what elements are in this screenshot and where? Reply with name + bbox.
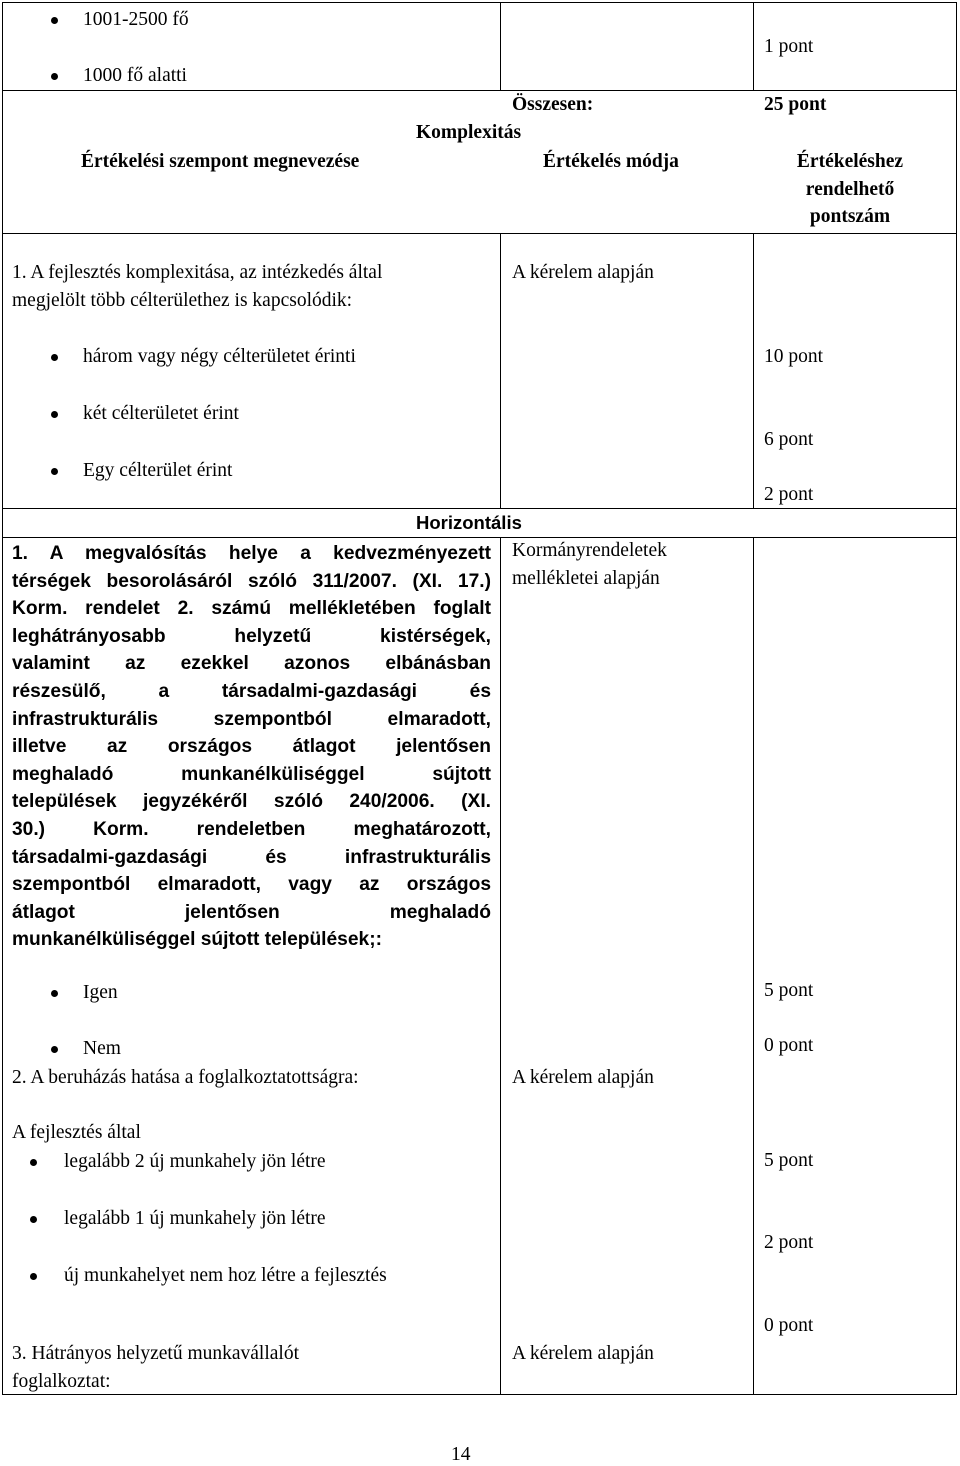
- criterion-heading: 2. A beruházás hatása a foglalkoztatottságra:: [12, 1067, 359, 1088]
- option-label: Igen: [83, 982, 118, 1003]
- total-label: Összesen:: [512, 94, 594, 115]
- criterion-paragraph: [12, 540, 491, 954]
- criterion-paragraph-line: társadalmi-gazdasági és infrastrukturális: [12, 846, 491, 868]
- criterion-method: A kérelem alapján: [512, 1343, 654, 1364]
- option-score: 2 pont: [764, 1232, 814, 1253]
- criterion-paragraph-line: átlagot jelentősen meghaladó: [12, 901, 491, 923]
- option-score: 5 pont: [764, 980, 814, 1001]
- row-divider: [2, 233, 957, 234]
- row-divider: [2, 508, 957, 509]
- criterion-paragraph-line: Korm. rendelet 2. számú mellékletében foglalt: [12, 598, 491, 620]
- table-border-top: [2, 2, 957, 3]
- column-divider-2: [753, 233, 754, 508]
- criterion-paragraph-line: térségek besorolásáról szóló 311/2007. (XI. 17.): [12, 570, 491, 592]
- bullet-icon: [30, 1216, 37, 1223]
- criterion-heading: 3. Hátrányos helyzetű munkavállalót: [12, 1343, 299, 1364]
- option-score: 5 pont: [764, 1150, 814, 1171]
- option-score: 10 pont: [764, 346, 824, 367]
- option-label: új munkahelyet nem hoz létre a fejlesztés: [64, 1265, 387, 1286]
- bullet-icon: [30, 1159, 37, 1166]
- criterion-heading: megjelölt több célterülethez is kapcsolódik:: [12, 290, 353, 311]
- option-score: 0 pont: [764, 1035, 814, 1056]
- criterion-paragraph-line: meghaladó munkanélküliséggel sújtott: [12, 763, 491, 785]
- criterion-paragraph-line: infrastrukturális szempontból elmaradott,: [12, 708, 491, 730]
- criterion-paragraph-line: munkanélküliséggel sújtott települések;:: [12, 929, 382, 951]
- criterion-paragraph-line: leghátrányosabb helyzetű kistérségek,: [12, 625, 491, 647]
- table-border-right: [956, 2, 957, 1395]
- row-divider: [2, 1394, 957, 1395]
- section-title-horizontal: Horizontális: [416, 512, 522, 533]
- option-score: 0 pont: [764, 1315, 814, 1336]
- size-option-score: 1 pont: [764, 36, 814, 57]
- bullet-icon: [51, 990, 58, 997]
- criterion-paragraph-line: 30.) Korm. rendeletben meghatározott,: [12, 818, 491, 840]
- size-option-label: 1001-2500 fő: [83, 9, 189, 30]
- criterion-method: A kérelem alapján: [512, 1067, 654, 1088]
- criterion-method: A kérelem alapján: [512, 262, 654, 283]
- option-label: legalább 2 új munkahely jön létre: [64, 1151, 326, 1172]
- table-border-left: [2, 2, 3, 1395]
- row-divider: [2, 537, 957, 538]
- criterion-method: mellékletei alapján: [512, 568, 660, 589]
- option-label: Egy célterület érint: [83, 460, 233, 481]
- column-divider-2: [753, 537, 754, 1395]
- criterion-heading: 1. A fejlesztés komplexitása, az intézkedés által: [12, 262, 383, 283]
- bullet-icon: [51, 468, 58, 475]
- option-label: legalább 1 új munkahely jön létre: [64, 1208, 326, 1229]
- column-header-method: Értékelés módja: [543, 151, 679, 172]
- row-divider: [2, 90, 957, 91]
- option-label: Nem: [83, 1038, 121, 1059]
- option-label: két célterületet érint: [83, 403, 239, 424]
- bullet-icon: [51, 411, 58, 418]
- criterion-paragraph-line: illetve az országos átlagot jelentősen: [12, 736, 491, 758]
- page-number: 14: [451, 1444, 471, 1465]
- criterion-method: Kormányrendeletek: [512, 540, 667, 561]
- option-label: három vagy négy célterületet érinti: [83, 346, 356, 367]
- total-score: 25 pont: [764, 94, 827, 115]
- criterion-intro: A fejlesztés által: [12, 1122, 141, 1143]
- column-divider-2: [753, 2, 754, 90]
- criterion-paragraph-line: szempontból elmaradott, vagy az országos: [12, 874, 491, 896]
- column-divider-1: [500, 537, 501, 1395]
- column-divider-1: [500, 2, 501, 90]
- criterion-paragraph-line: valamint az ezekkel azonos elbánásban: [12, 653, 491, 675]
- option-score: 2 pont: [764, 484, 814, 505]
- bullet-icon: [51, 354, 58, 361]
- criterion-paragraph-line: 1. A megvalósítás helye a kedvezményezett: [12, 543, 491, 564]
- bullet-icon: [51, 17, 58, 24]
- column-divider-1: [500, 233, 501, 508]
- column-header-criterion: Értékelési szempont megnevezése: [81, 151, 360, 172]
- bullet-icon: [51, 1046, 58, 1053]
- criterion-paragraph-line: települések jegyzékéről szóló 240/2006. (XI.: [12, 791, 491, 813]
- column-header-score: Értékeléshez: [796, 151, 904, 172]
- section-title-complexity: Komplexitás: [416, 122, 522, 143]
- criterion-paragraph-line: részesülő, a társadalmi-gazdasági és: [12, 680, 491, 702]
- bullet-icon: [30, 1273, 37, 1280]
- column-header-score: rendelhető: [805, 179, 895, 200]
- column-header-score: pontszám: [809, 206, 891, 227]
- criterion-heading: foglalkoztat:: [12, 1371, 111, 1392]
- bullet-icon: [51, 73, 58, 80]
- size-option-label: 1000 fő alatti: [83, 65, 187, 86]
- option-score: 6 pont: [764, 429, 814, 450]
